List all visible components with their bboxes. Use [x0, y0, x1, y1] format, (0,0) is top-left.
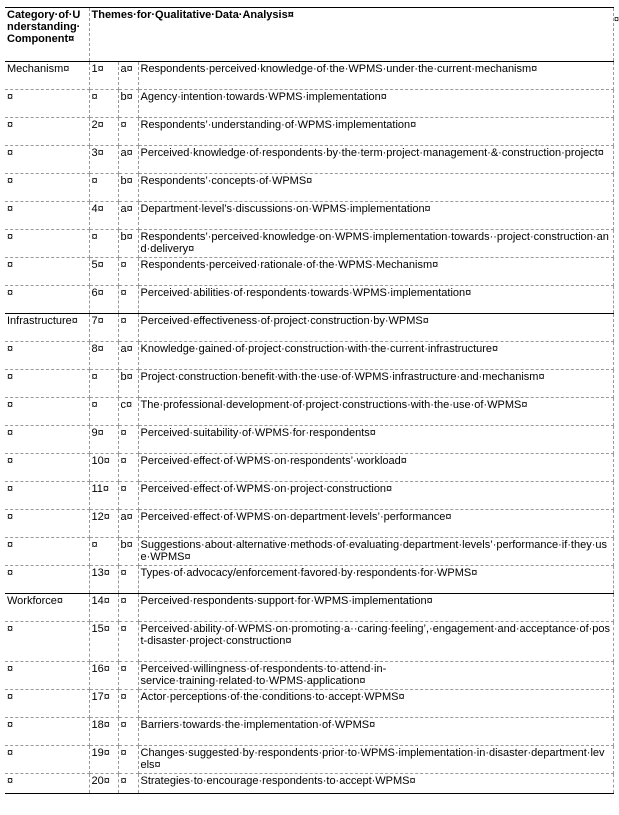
theme-number-cell: ¤ — [89, 90, 118, 118]
theme-text-cell: Perceived·willingness·of·respondents·to·attend·in-service·training·related·to·WPMS·application¤ — [138, 662, 613, 690]
theme-number-cell: 11¤ — [89, 482, 118, 510]
theme-sub-cell: ¤ — [118, 718, 138, 746]
table-row — [5, 342, 613, 370]
theme-text-cell: Perceived·knowledge·of·respondents·by·the·term·project·management·&·construction·project¤ — [138, 146, 613, 174]
category-cell: ¤ — [5, 774, 89, 794]
category-cell: ¤ — [5, 118, 89, 146]
theme-text-cell: Perceived·effect·of·WPMS·on·project·construction¤ — [138, 482, 613, 510]
theme-sub-cell: a¤ — [118, 202, 138, 230]
table-row — [5, 118, 613, 146]
table-body — [5, 62, 613, 794]
table-row — [5, 370, 613, 398]
theme-number-cell: 19¤ — [89, 746, 118, 774]
table-row — [5, 202, 613, 230]
theme-sub-cell: b¤ — [118, 538, 138, 566]
theme-sub-cell: b¤ — [118, 230, 138, 258]
theme-number-cell: 13¤ — [89, 566, 118, 594]
theme-number-cell: 4¤ — [89, 202, 118, 230]
end-of-row-mark: ¤ — [614, 14, 619, 24]
category-cell: ¤ — [5, 482, 89, 510]
theme-sub-cell: ¤ — [118, 258, 138, 286]
header-themes: Themes·for·Qualitative·Data·Analysis¤ — [89, 8, 613, 62]
theme-text-cell: Respondents’·perceived·knowledge·on·WPMS·implementation·towards··project·construction·and·delivery¤ — [138, 230, 613, 258]
category-cell: ¤ — [5, 718, 89, 746]
table-row — [5, 622, 613, 662]
table-row — [5, 90, 613, 118]
theme-sub-cell: a¤ — [118, 510, 138, 538]
header-category: Category·of·Understanding·Component¤ — [5, 8, 89, 62]
category-cell: ¤ — [5, 286, 89, 314]
table-row — [5, 566, 613, 594]
category-cell: ¤ — [5, 370, 89, 398]
theme-text-cell: Changes·suggested·by·respondents·prior·to·WPMS·implementation·in·disaster·department·levels¤ — [138, 746, 613, 774]
theme-number-cell: 14¤ — [89, 594, 118, 622]
category-cell: ¤ — [5, 342, 89, 370]
theme-sub-cell: ¤ — [118, 746, 138, 774]
theme-text-cell: Respondents’·concepts·of·WPMS¤ — [138, 174, 613, 202]
theme-number-cell: 2¤ — [89, 118, 118, 146]
table-row — [5, 398, 613, 426]
theme-text-cell: The·professional·development·of·project·constructions·with·the·use·of·WPMS¤ — [138, 398, 613, 426]
theme-number-cell: 7¤ — [89, 314, 118, 342]
category-cell: Infrastructure¤ — [5, 314, 89, 342]
theme-number-cell: 15¤ — [89, 622, 118, 662]
theme-number-cell: 8¤ — [89, 342, 118, 370]
theme-sub-cell: a¤ — [118, 62, 138, 90]
theme-text-cell: Types·of·advocacy/enforcement·favored·by·respondents·for·WPMS¤ — [138, 566, 613, 594]
theme-sub-cell: ¤ — [118, 622, 138, 662]
table-row — [5, 174, 613, 202]
table-row — [5, 662, 613, 690]
theme-sub-cell: ¤ — [118, 690, 138, 718]
table-row — [5, 258, 613, 286]
theme-sub-cell: b¤ — [118, 174, 138, 202]
theme-text-cell: Department·level’s·discussions·on·WPMS·implementation¤ — [138, 202, 613, 230]
theme-number-cell: ¤ — [89, 398, 118, 426]
theme-text-cell: Agency·intention·towards·WPMS·implementation¤ — [138, 90, 613, 118]
table-row — [5, 146, 613, 174]
theme-text-cell: Perceived·suitability·of·WPMS·for·respondents¤ — [138, 426, 613, 454]
category-cell: ¤ — [5, 690, 89, 718]
theme-text-cell: Respondents·perceived·rationale·of·the·WPMS·Mechanism¤ — [138, 258, 613, 286]
category-cell: ¤ — [5, 426, 89, 454]
table-row — [5, 230, 613, 258]
table-row — [5, 594, 613, 622]
theme-sub-cell: a¤ — [118, 146, 138, 174]
theme-number-cell: 5¤ — [89, 258, 118, 286]
theme-number-cell: 6¤ — [89, 286, 118, 314]
theme-number-cell: 9¤ — [89, 426, 118, 454]
category-cell: ¤ — [5, 174, 89, 202]
theme-number-cell: 1¤ — [89, 62, 118, 90]
theme-sub-cell: ¤ — [118, 482, 138, 510]
theme-text-cell: Perceived·respondents·support·for·WPMS·implementation¤ — [138, 594, 613, 622]
theme-text-cell: Perceived·abilities·of·respondents·towards·WPMS·implementation¤ — [138, 286, 613, 314]
category-cell: ¤ — [5, 622, 89, 662]
table-row — [5, 454, 613, 482]
theme-text-cell: Respondents·perceived·knowledge·of·the·WPMS·under·the·current·mechanism¤ — [138, 62, 613, 90]
theme-number-cell: 10¤ — [89, 454, 118, 482]
theme-number-cell: ¤ — [89, 230, 118, 258]
themes-table — [5, 7, 614, 794]
table-row — [5, 774, 613, 794]
category-cell: ¤ — [5, 258, 89, 286]
theme-number-cell: 12¤ — [89, 510, 118, 538]
category-cell: ¤ — [5, 566, 89, 594]
theme-sub-cell: ¤ — [118, 426, 138, 454]
table-row — [5, 314, 613, 342]
category-cell: ¤ — [5, 746, 89, 774]
table-row — [5, 62, 613, 90]
theme-number-cell: ¤ — [89, 370, 118, 398]
category-cell: ¤ — [5, 90, 89, 118]
category-cell: ¤ — [5, 454, 89, 482]
theme-sub-cell: ¤ — [118, 774, 138, 794]
theme-sub-cell: ¤ — [118, 118, 138, 146]
theme-number-cell: 20¤ — [89, 774, 118, 794]
theme-sub-cell: ¤ — [118, 454, 138, 482]
theme-number-cell: ¤ — [89, 538, 118, 566]
table-row — [5, 426, 613, 454]
theme-number-cell: 16¤ — [89, 662, 118, 690]
category-cell: ¤ — [5, 146, 89, 174]
category-cell: Mechanism¤ — [5, 62, 89, 90]
theme-text-cell: Perceived·effect·of·WPMS·on·respondents’·workload¤ — [138, 454, 613, 482]
theme-text-cell: Respondents’·understanding·of·WPMS·implementation¤ — [138, 118, 613, 146]
theme-text-cell: Knowledge·gained·of·project·construction·with·the·current·infrastructure¤ — [138, 342, 613, 370]
theme-text-cell: Suggestions·about·alternative·methods·of·evaluating·department·levels’·performance·if·they·use·WPMS¤ — [138, 538, 613, 566]
theme-sub-cell: a¤ — [118, 342, 138, 370]
theme-sub-cell: ¤ — [118, 594, 138, 622]
theme-sub-cell: ¤ — [118, 566, 138, 594]
theme-text-cell: Project·construction·benefit·with·the·use·of·WPMS·infrastructure·and·mechanism¤ — [138, 370, 613, 398]
theme-number-cell: 3¤ — [89, 146, 118, 174]
theme-text-cell: Perceived·effect·of·WPMS·on·department·levels’·performance¤ — [138, 510, 613, 538]
table-row — [5, 718, 613, 746]
theme-text-cell: Actor·perceptions·of·the·conditions·to·accept·WPMS¤ — [138, 690, 613, 718]
category-cell: ¤ — [5, 398, 89, 426]
category-cell: ¤ — [5, 538, 89, 566]
theme-text-cell: Barriers·towards·the·implementation·of·WPMS¤ — [138, 718, 613, 746]
theme-sub-cell: ¤ — [118, 662, 138, 690]
theme-text-cell: Perceived·effectiveness·of·project·construction·by·WPMS¤ — [138, 314, 613, 342]
theme-sub-cell: b¤ — [118, 370, 138, 398]
theme-text-cell: Perceived·ability·of·WPMS·on·promoting·a··caring·feeling’,·engagement·and·acceptance·of·post-disaster·project·construction¤ — [138, 622, 613, 662]
category-cell: ¤ — [5, 662, 89, 690]
theme-number-cell: 17¤ — [89, 690, 118, 718]
category-cell: Workforce¤ — [5, 594, 89, 622]
theme-sub-cell: ¤ — [118, 314, 138, 342]
table-row — [5, 286, 613, 314]
theme-text-cell: Strategies·to·encourage·respondents·to·accept·WPMS¤ — [138, 774, 613, 794]
theme-sub-cell: ¤ — [118, 286, 138, 314]
theme-number-cell: ¤ — [89, 174, 118, 202]
table-row — [5, 746, 613, 774]
category-cell: ¤ — [5, 510, 89, 538]
table-row — [5, 538, 613, 566]
theme-sub-cell: b¤ — [118, 90, 138, 118]
category-cell: ¤ — [5, 202, 89, 230]
table-row — [5, 690, 613, 718]
category-cell: ¤ — [5, 230, 89, 258]
table-row — [5, 482, 613, 510]
theme-sub-cell: c¤ — [118, 398, 138, 426]
theme-number-cell: 18¤ — [89, 718, 118, 746]
table-header-row — [5, 8, 613, 62]
table-row — [5, 510, 613, 538]
